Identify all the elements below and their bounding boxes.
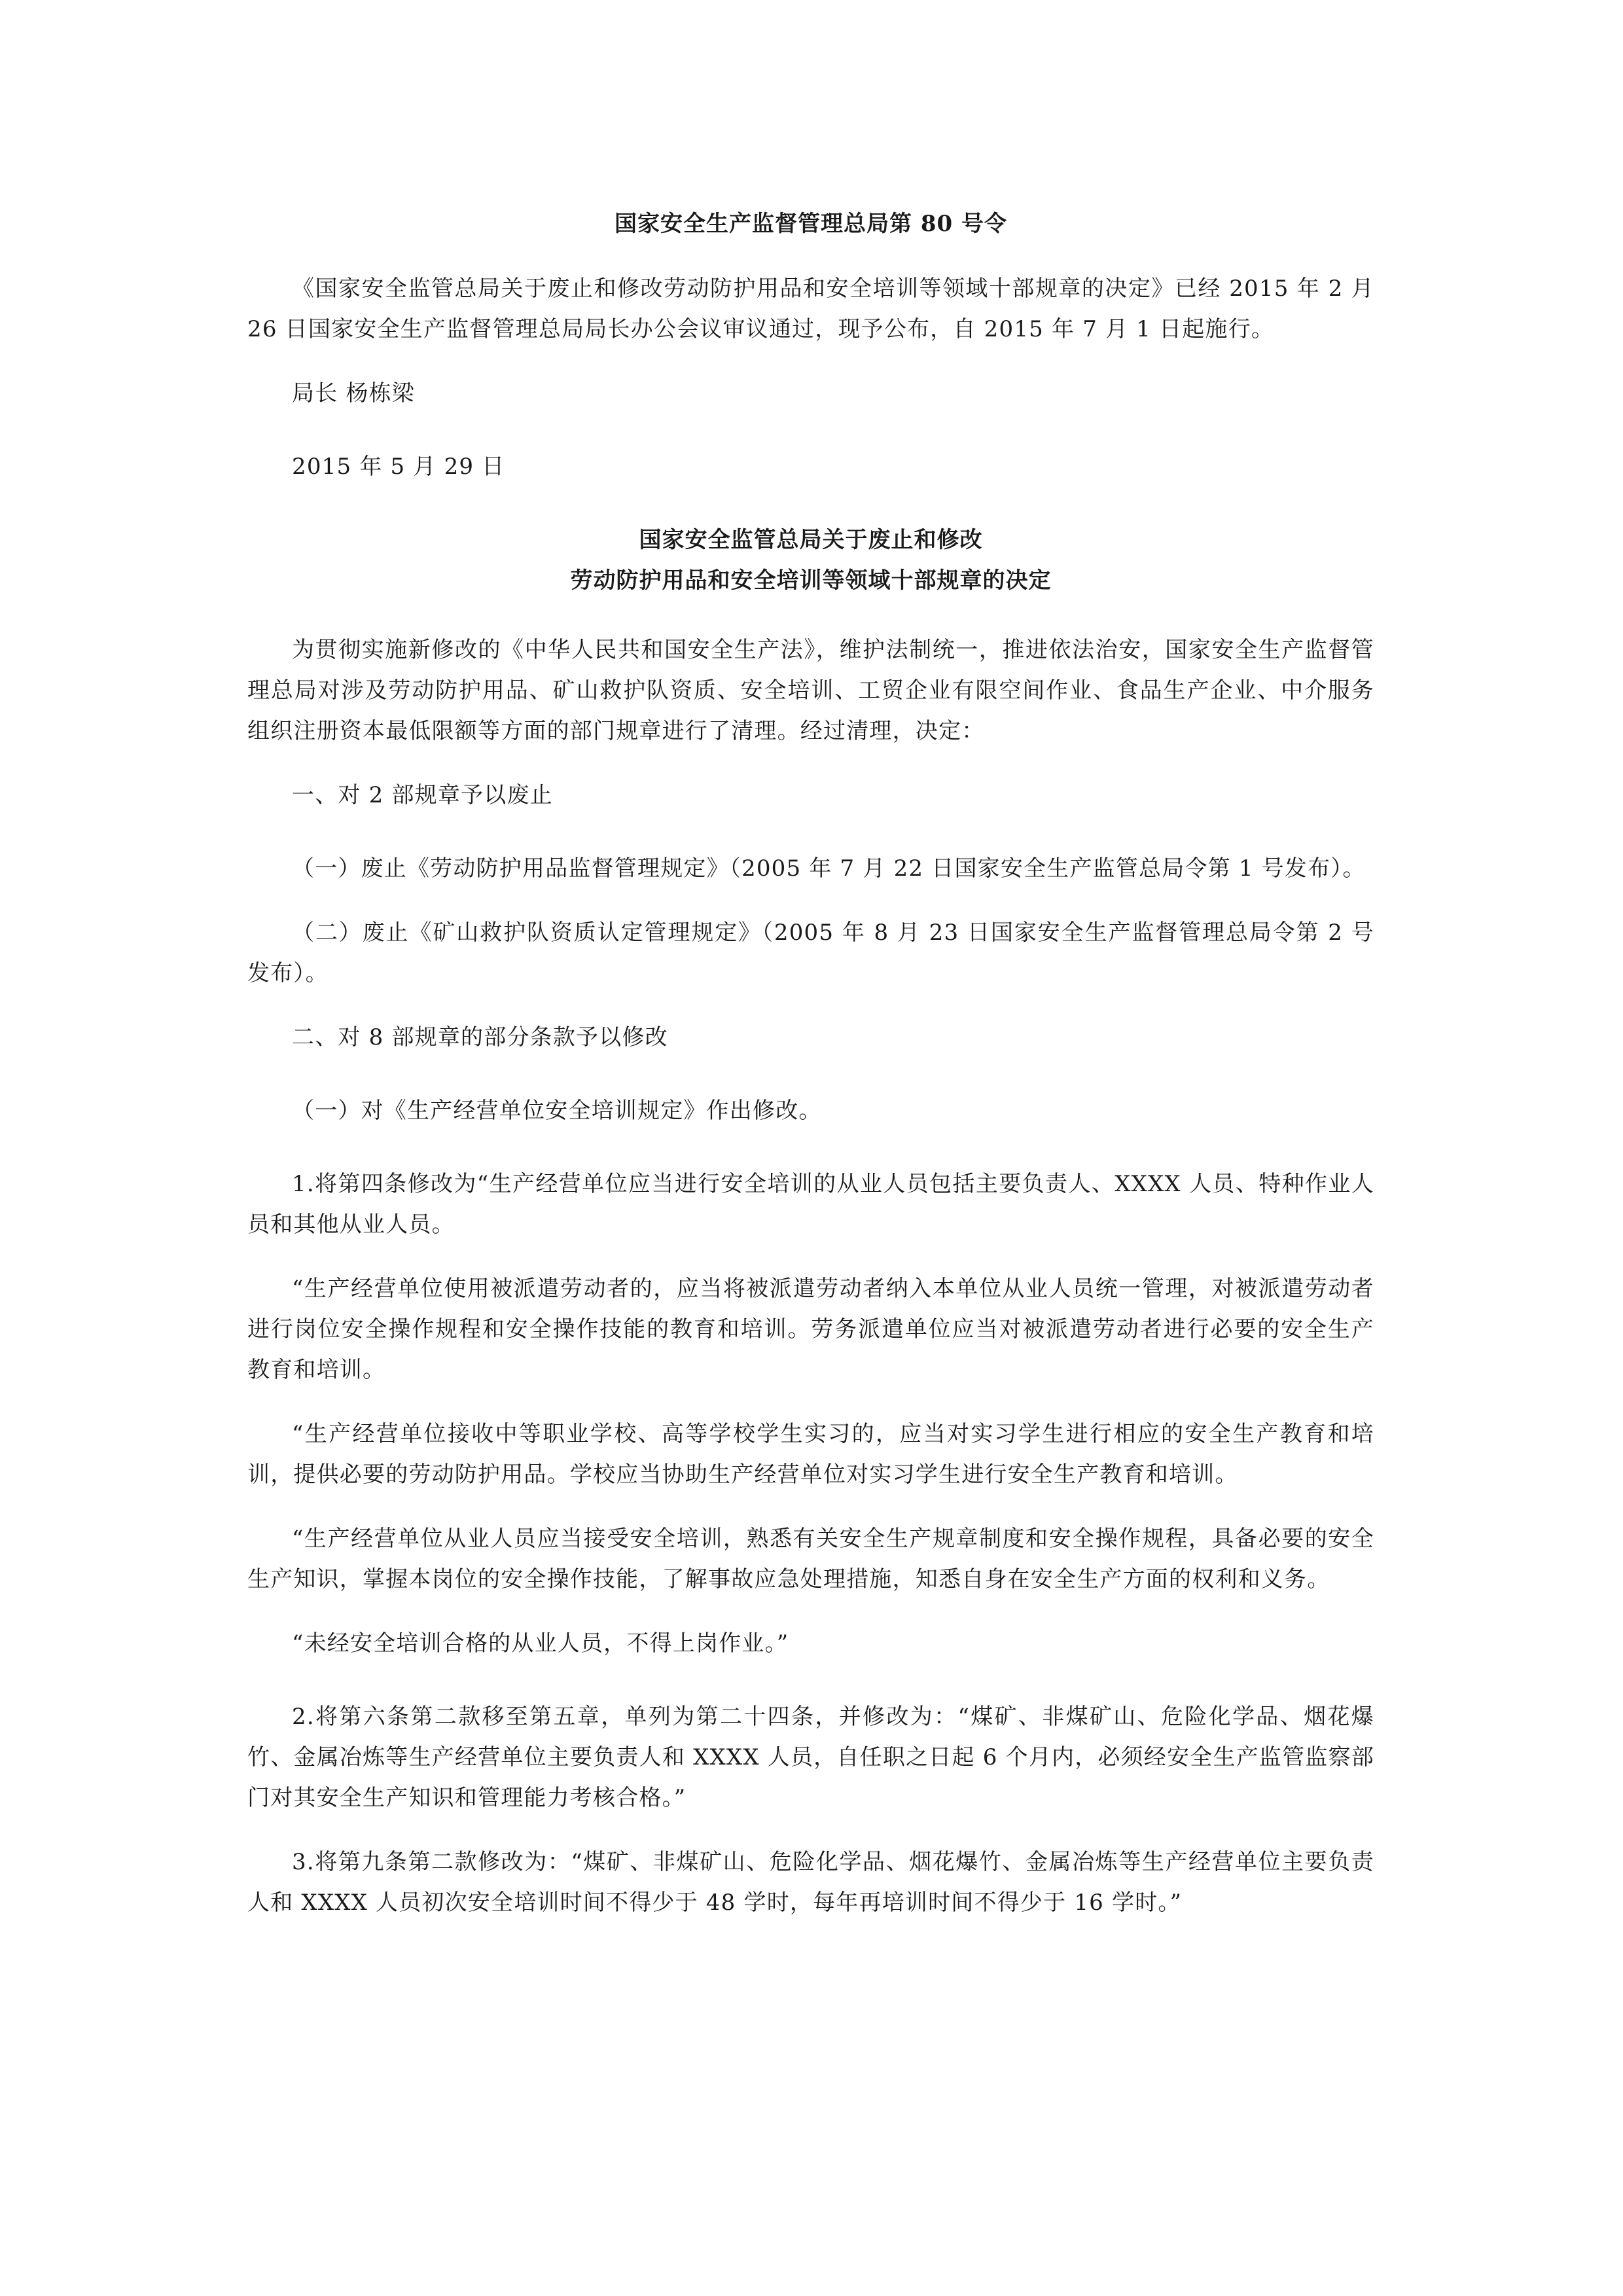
amend-article-4-dispatch: “生产经营单位使用被派遣劳动者的，应当将被派遣劳动者纳入本单位从业人员统一管理，对被派遣劳动者进行岗位安全操作规程和安全操作技能的教育和培训。劳务派遣单位应当对被派遣劳动者进行必要的安全生产教育和培训。 <box>247 1276 1374 1383</box>
signatory: 局长 杨栋梁 <box>292 380 416 406</box>
section-heading-repeal: 一、对 2 部规章予以废止 <box>292 782 553 808</box>
preamble-paragraph: 为贯彻实施新修改的《中华人民共和国安全生产法》，维护法制统一，推进依法治安，国家安全生产监督管理总局对涉及劳动防护用品、矿山救护队资质、安全培训、工贸企业有限空间作业、食品生产企业、中介服务组织注册资本最低限额等方面的部门规章进行了清理。经过清理，决定： <box>247 637 1374 744</box>
decision-title-line1: 国家安全监管总局关于废止和修改 <box>639 527 983 553</box>
amend-article-4: 1.将第四条修改为“生产经营单位应当进行安全培训的从业人员包括主要负责人、XXXX 人员、特种作业人员和其他从业人员。 <box>247 1171 1374 1238</box>
amend-article-4-unqualified: “未经安全培训合格的从业人员，不得上岗作业。” <box>292 1630 789 1657</box>
amend-article-4-interns: “生产经营单位接收中等职业学校、高等学校学生实习的，应当对实习学生进行相应的安全生产教育和培训，提供必要的劳动防护用品。学校应当协助生产经营单位对实习学生进行安全生产教育和培训。 <box>247 1421 1374 1488</box>
signing-date: 2015 年 5 月 29 日 <box>292 454 505 480</box>
repeal-item-2: （二）废止《矿山救护队资质认定管理规定》（2005 年 8 月 23 日国家安全生产监督管理总局令第 2 号发布）。 <box>247 920 1374 986</box>
decision-title <box>247 520 1374 601</box>
decision-title-line2: 劳动防护用品和安全培训等领域十部规章的决定 <box>570 567 1052 594</box>
repeal-item-1: （一）废止《劳动防护用品监督管理规定》（2005 年 7 月 22 日国家安全生产监管总局令第 1 号发布）。 <box>292 855 1366 882</box>
amend-article-4-employees: “生产经营单位从业人员应当接受安全培训，熟悉有关安全生产规章制度和安全操作规程，具备必要的安全生产知识，掌握本岗位的安全操作技能，了解事故应急处理措施，知悉自身在安全生产方面的权利和义务。 <box>247 1526 1374 1592</box>
amend-article-9: 3.将第九条第二款修改为：“煤矿、非煤矿山、危险化学品、烟花爆竹、金属冶炼等生产经营单位主要负责人和 XXXX 人员初次安全培训时间不得少于 48 学时，每年再培训时间不得少于 16 学时。” <box>247 1849 1374 1916</box>
amend-subsection-1: （一）对《生产经营单位安全培训规定》作出修改。 <box>292 1098 822 1124</box>
amend-article-6: 2.将第六条第二款移至第五章，单列为第二十四条，并修改为：“煤矿、非煤矿山、危险化学品、烟花爆竹、金属冶炼等生产经营单位主要负责人和 XXXX 人员，自任职之日起 6 个月内，必须经安全生产监管监察部门对其安全生产知识和管理能力考核合格。” <box>247 1704 1374 1811</box>
document-body <box>247 208 1374 1946</box>
announcement-paragraph: 《国家安全监管总局关于废止和修改劳动防护用品和安全培训等领域十部规章的决定》已经 2015 年 2 月 26 日国家安全生产监督管理总局局长办公会议审议通过，现予公布，自 2015 年 7 月 1 日起施行。 <box>247 276 1374 342</box>
section-heading-amend: 二、对 8 部规章的部分条款予以修改 <box>292 1024 668 1050</box>
order-title: 国家安全生产监督管理总局第 80 号令 <box>615 211 1007 237</box>
